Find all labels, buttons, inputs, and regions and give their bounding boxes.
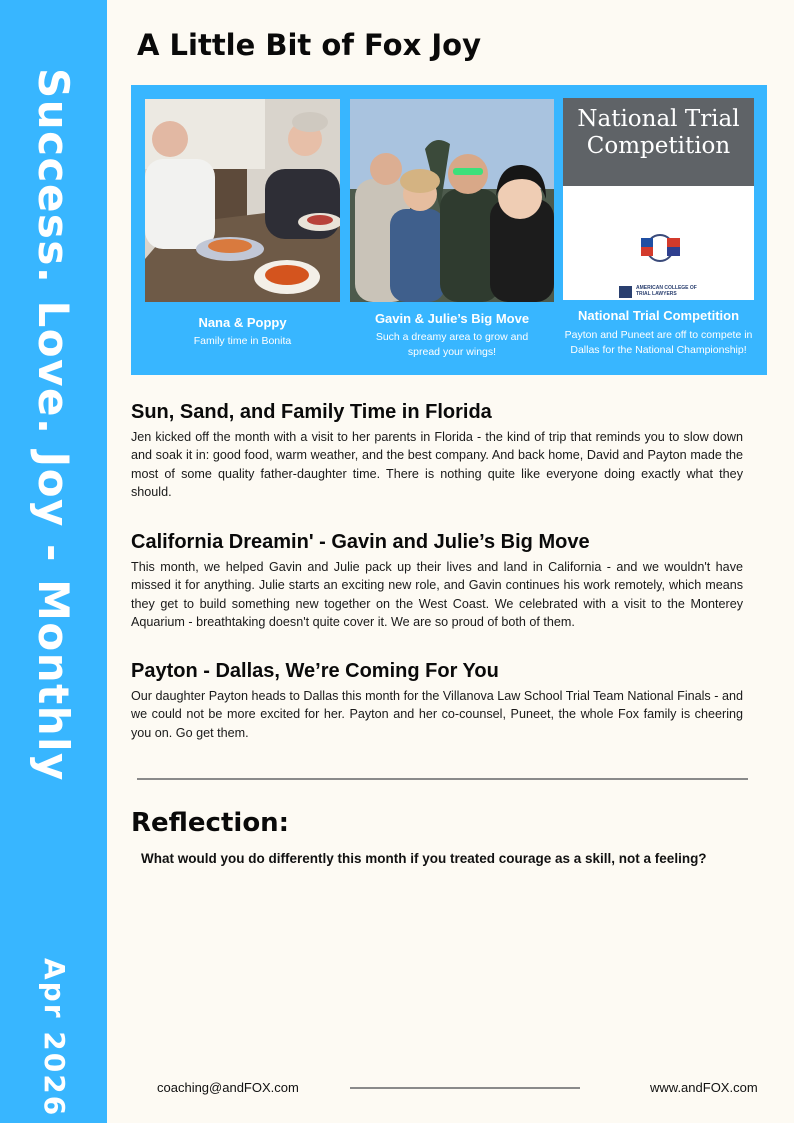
california-selfie-photo	[350, 99, 554, 302]
caption-title: Gavin & Julie’s Big Move	[374, 311, 530, 326]
article-california	[131, 531, 743, 631]
caption-text: Such a dreamy area to grow and spread your wings!	[375, 331, 529, 358]
sidebar	[0, 0, 107, 1123]
caption-title: National Trial Competition	[577, 308, 740, 323]
article-body: This month, we helped Gavin and Julie pack up their lives and land in California - and we wouldn't have missed it for anything. Julie starts an exciting new role, and Gavin continues his work remotely, which means they get to build something new together on the West Coast. We celebrated with a visit to the Monterey Aquarium - breathtaking doesn't quite cover it. We are so proud of both of them.	[131, 560, 743, 629]
article-dallas	[131, 660, 743, 742]
banner-text: National Trial Competition	[577, 106, 740, 159]
trial-competition-graphic	[563, 98, 754, 300]
footer-website-link[interactable]: www.andFOX.com	[650, 1080, 758, 1095]
article-florida	[131, 401, 743, 501]
sidebar-tagline: Success. Love. Joy - Monthly	[29, 68, 78, 782]
divider	[137, 778, 748, 780]
reflection-title: Reflection:	[131, 808, 290, 838]
photo-panel	[131, 85, 767, 375]
article-heading: Sun, Sand, and Family Time in Florida	[131, 401, 492, 423]
caption-text: Family time in Bonita	[193, 335, 292, 347]
page-title: A Little Bit of Fox Joy	[137, 28, 482, 62]
article-body: Jen kicked off the month with a visit to her parents in Florida - the kind of trip that reminds you to slow down and soak it in: good food, warm weather, and the best company. And back home, David and Payton made the most of some quality father-daughter time. There is nothing quite like everyone doing exactly what they should.	[131, 430, 743, 499]
photo-caption-2	[350, 311, 554, 360]
article-heading: California Dreamin' - Gavin and Julie’s Big Move	[131, 531, 590, 553]
college-logo-text: AMERICAN COLLEGE OF TRIAL LAWYERS	[636, 285, 697, 297]
issue-date: Apr 2026	[38, 958, 71, 1118]
caption-title: Nana & Poppy	[198, 315, 287, 330]
footer-email-link[interactable]: coaching@andFOX.com	[157, 1080, 299, 1095]
family-dinner-photo	[145, 99, 340, 302]
article-heading: Payton - Dallas, We’re Coming For You	[131, 660, 499, 682]
photo-caption-3	[555, 308, 762, 358]
article-body: Our daughter Payton heads to Dallas this month for the Villanova Law School Trial Team National Finals - and we could not be more excited for her. Payton and her co-counsel, Puneet, the whole Fox family is cheering you on. Go get them.	[131, 689, 743, 740]
photo-caption-1	[145, 315, 340, 349]
reflection-question: What would you do differently this month if you treated courage as a skill, not a feeling?	[141, 851, 707, 866]
footer-divider	[350, 1087, 580, 1089]
caption-text: Payton and Puneet are off to compete in Dallas for the National Championship!	[564, 329, 753, 356]
